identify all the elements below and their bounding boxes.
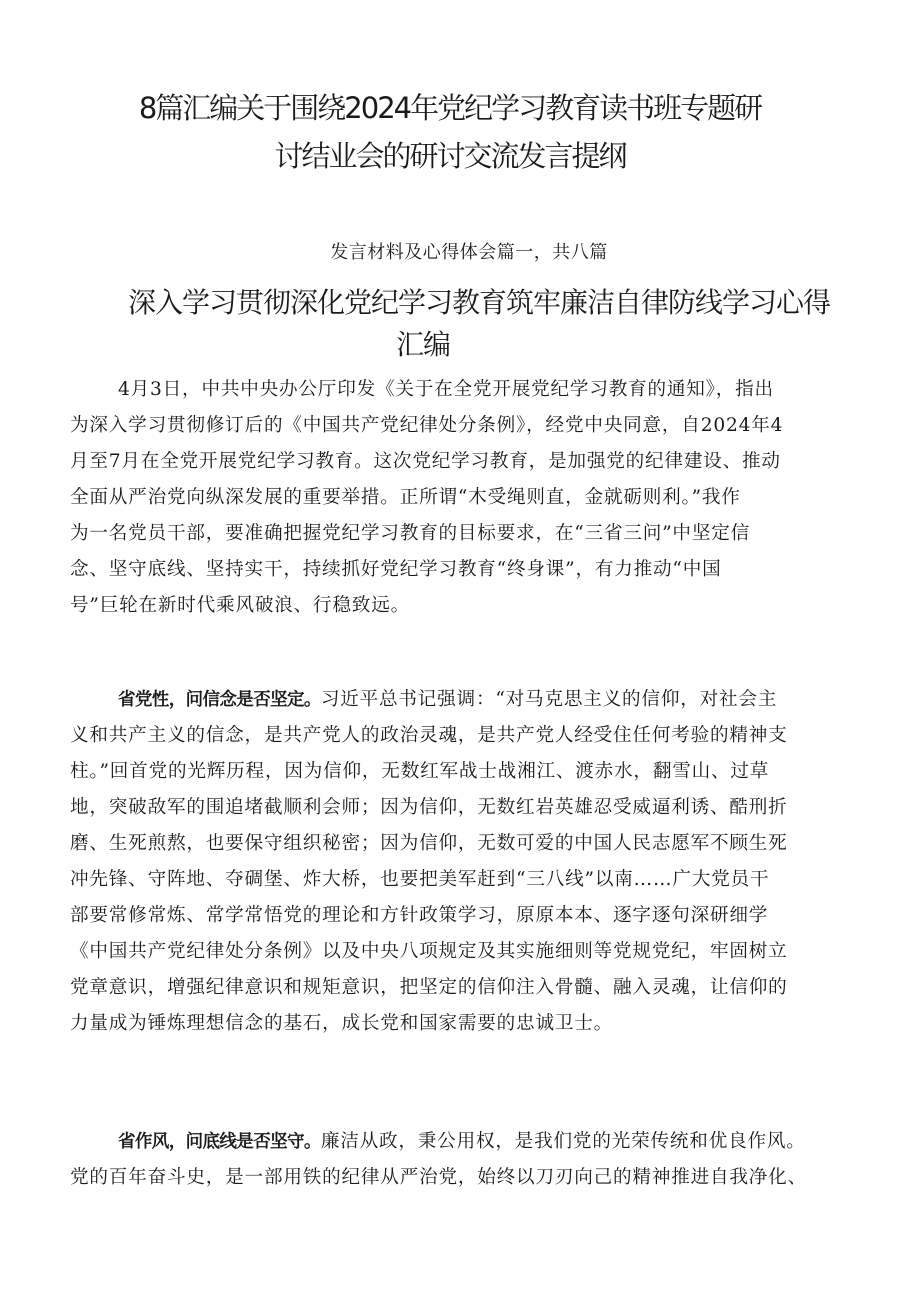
paragraph-intro xyxy=(70,372,882,624)
paragraph-line: 念、坚守底线、坚持实干，持续抓好党纪学习教育“终身课”，有力推动“中国 xyxy=(70,559,722,580)
paragraph-line: 党章意识，增强纪律意识和规矩意识，把坚定的信仰注入骨髓、融入灵魂，让信仰的 xyxy=(70,977,788,998)
paragraph-line: 为一名党员干部，要准确把握党纪学习教育的目标要求，在“三省三问”中坚定信 xyxy=(70,523,750,544)
paragraph-line: 磨、生死煎熬，也要保守组织秘密；因为信仰，无数可爱的中国人民志愿军不顾生死 xyxy=(70,833,788,854)
paragraph-line: 为深入学习贯彻修订后的《中国共产党纪律处分条例》，经党中央同意，自2024年4 xyxy=(70,415,784,436)
paragraph-line: 柱。”回首党的光辉历程，因为信仰，无数红军战士战湘江、渡赤水，翻雪山、过草 xyxy=(70,761,770,782)
paragraph-party-spirit xyxy=(70,682,882,1042)
document-subtitle: 发言材料及心得体会篇一，共八篇 xyxy=(330,242,608,263)
paragraph-line: 冲先锋、守阵地、夺碉堡、炸大桥，也要把美军赶到“三八线”以南……广大党员干 xyxy=(70,869,770,890)
document-title-line-2: 讨结业会的研讨交流发言提纲 xyxy=(274,139,626,173)
document-title xyxy=(100,84,800,180)
article-title-line-1: 深入学习贯彻深化党纪学习教育筑牢廉洁自律防线学习心得 xyxy=(128,286,831,319)
document-title-line-1: 8篇汇编关于围绕2024年党纪学习教育读书班专题研 xyxy=(138,91,762,125)
paragraph-line xyxy=(70,682,882,718)
paragraph-line: 地，突破敌军的围追堵截顺利会师；因为信仰，无数红岩英雄忍受威逼利诱、酷刑折 xyxy=(70,797,788,818)
paragraph-line: 《中国共产党纪律处分条例》以及中央八项规定及其实施细则等党规党纪，牢固树立 xyxy=(70,941,788,962)
paragraph-work-style xyxy=(70,1124,882,1196)
paragraph-line: 党的百年奋斗史，是一部用铁的纪律从严治党，始终以刀刃向己的精神推进自我净化、 xyxy=(70,1167,807,1188)
paragraph-line: 4月3日，中共中央办公厅印发《关于在全党开展党纪学习教育的通知》，指出 xyxy=(118,379,774,400)
paragraph-line: 力量成为锤炼理想信念的基石，成长党和国家需要的忠诚卫士。 xyxy=(70,1013,614,1034)
paragraph-line: 部要常修常炼、常学常悟党的理论和方针政策学习，原原本本、逐字逐句深研细学 xyxy=(70,905,769,926)
paragraph-text: 廉洁从政，秉公用权，是我们党的光荣传统和优良作风。 xyxy=(320,1131,806,1152)
paragraph-line: 月至7月在全党开展党纪学习教育。这次党纪学习教育，是加强党的纪律建设、推动 xyxy=(70,451,781,472)
paragraph-line: 义和共产主义的信念，是共产党人的政治灵魂，是共产党人经受住任何考验的精神支 xyxy=(70,725,788,746)
article-title-line-2: 汇编 xyxy=(396,328,451,361)
paragraph-text: 习近平总书记强调：“对马克思主义的信仰，对社会主 xyxy=(320,689,778,710)
paragraph-line xyxy=(70,1124,882,1160)
paragraph-lead: 省作风，问底线是否坚守。 xyxy=(118,1132,321,1152)
paragraph-line: 号”巨轮在新时代乘风破浪、行稳致远。 xyxy=(70,595,410,616)
paragraph-lead: 省党性，问信念是否坚定。 xyxy=(118,690,321,710)
article-title xyxy=(100,282,880,366)
paragraph-line: 全面从严治党向纵深发展的重要举措。正所谓“木受绳则直，金就砺则利。”我作 xyxy=(70,487,741,508)
